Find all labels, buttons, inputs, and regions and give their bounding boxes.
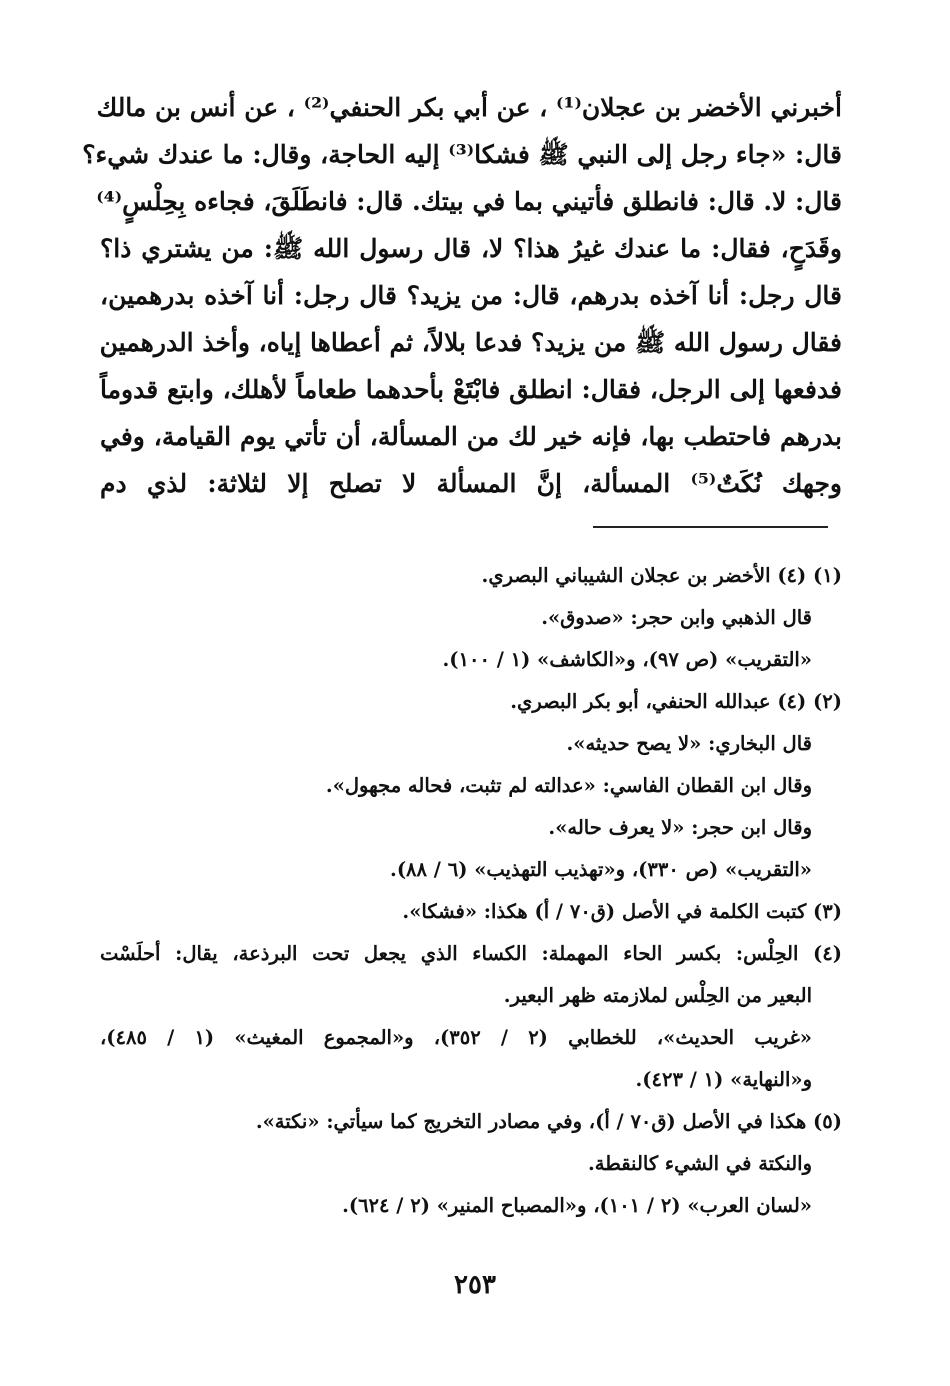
main-text-line: وقَدَحٍ، فقال: ما عندك غيرُ هذا؟ لا، قال رسول الله ﷺ: من يشتري ذا؟ [100,234,842,263]
footnote-line: قال الذهبي وابن حجر: «صدوق». [541,606,812,629]
footnote-line: وقال ابن حجر: «لا يعرف حاله». [548,816,812,839]
footnote-line: وقال ابن القطان الفاسي: «عدالته لم تثبت، فحاله مجهول». [325,774,812,797]
footnote-line: و«النهاية» (١ / ٤٢٣). [635,1068,812,1091]
footnote-line: «لسان العرب» (٢ / ١٠١)، و«المصباح المنير» (٢ / ٦٢٤). [342,1194,812,1217]
footnote-line: (٢) (٤) عبدالله الحنفي، أبو بكر البصري. [510,690,842,713]
main-text-line: أخبرني الأخضر بن عجلان⁽¹⁾ ، عن أبي بكر الحنفي⁽²⁾ ، عن أنس بن مالك [96,93,842,122]
main-text-line: فدفعها إلى الرجل، فقال: انطلق فابْتَعْ بأحدهما طعاماً لأهلك، وابتع قدوماً [100,375,842,404]
main-text-line: قال: لا. قال: فانطلق فأتيني بما في بيتك. قال: فانطَلَقَ، فجاءه بِحِلْسٍ⁽⁴⁾ [96,187,842,216]
footnote-line: البعير من الحِلْس لملازمته ظهر البعير. [503,984,812,1007]
footnote-line: (٣) كتبت الكلمة في الأصل (ق٧٠ / أ) هكذا: «فشكا». [402,900,842,923]
footnote-line: (٥) هكذا في الأصل (ق٧٠ / أ)، وفي مصادر التخريج كما سيأتي: «نكتة». [255,1110,842,1133]
main-text-line: وجهك نُكَتٌ⁽⁵⁾ المسألة، إنَّ المسألة لا تصلح إلا لثلاثة: لذي دم [100,469,842,498]
main-text-line: قال: «جاء رجل إلى النبي ﷺ فشكا⁽³⁾ إليه الحاجة، وقال: ما عندك شيء؟ [82,140,842,169]
footnote-line: قال البخاري: «لا يصح حديثه». [566,732,812,755]
main-text-line: بدرهم فاحتطب بها، فإنه خير لك من المسألة، أن تأتي يوم القيامة، وفي [100,422,842,451]
footnote-line: (٤) الحِلْس: بكسر الحاء المهملة: الكساء الذي يجعل تحت البرذعة، يقال: أحلَسْت [100,942,842,965]
footnote-separator [593,526,828,528]
footnote-line: (١) (٤) الأخضر بن عجلان الشيباني البصري. [481,564,842,587]
footnote-line: والنكتة في الشيء كالنقطة. [587,1152,812,1175]
footnote-line: «التقريب» (ص ٩٧)، و«الكاشف» (١ / ١٠٠). [442,648,812,671]
page-number: ٢٥٣ [454,1270,496,1300]
footnote-line: «غريب الحديث»، للخطابي (٢ / ٣٥٢)، و«المجموع المغيث» (١ / ٤٨٥)، [100,1026,812,1049]
main-text-block [82,84,842,507]
footnotes-block [100,555,842,1227]
main-text-line: فقال رسول الله ﷺ من يزيد؟ فدعا بلالاً، ثم أعطاها إياه، وأخذ الدرهمين [99,328,842,357]
main-text-line: قال رجل: أنا آخذه بدرهم، قال: من يزيد؟ قال رجل: أنا آخذه بدرهمين، [100,281,842,310]
footnote-line: «التقريب» (ص ٣٣٠)، و«تهذيب التهذيب» (٦ / ٨٨). [390,858,812,881]
